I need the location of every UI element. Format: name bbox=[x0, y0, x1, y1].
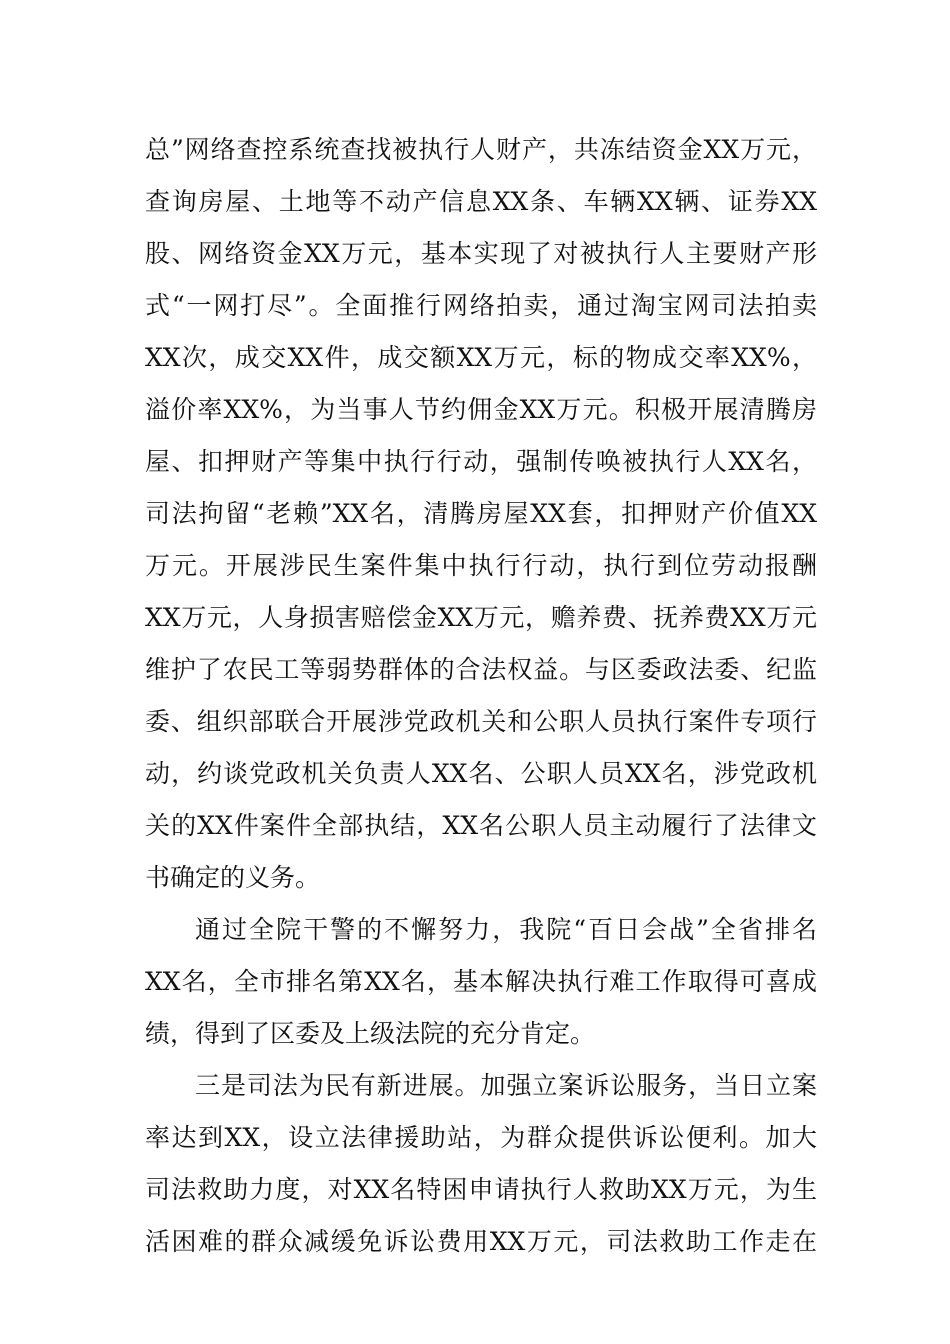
paragraph-3-line-3: 司法救助力度，对XX名特困申请执行人救助XX万元，为生 bbox=[145, 1175, 817, 1204]
paragraph-3-line-4: 活困难的群众减缓免诉讼费用XX万元，司法救助工作走在 bbox=[145, 1227, 817, 1256]
paragraph-2-line-3: 绩，得到了区委及上级法院的充分肯定。 bbox=[145, 1019, 596, 1048]
document-body bbox=[145, 124, 817, 1268]
paragraph-1-line-10: XX万元，人身损害赔偿金XX万元，赡养费、抚养费XX万元 bbox=[145, 603, 817, 632]
paragraph-1-line-13: 动，约谈党政机关负责人XX名、公职人员XX名，涉党政机 bbox=[145, 759, 817, 788]
paragraph-1-line-15: 书确定的义务。 bbox=[145, 863, 321, 892]
paragraph-1-line-4: 式“一网打尽”。全面推行网络拍卖，通过淘宝网司法拍卖 bbox=[145, 291, 817, 320]
paragraph-1-line-14: 关的XX件案件全部执结，XX名公职人员主动履行了法律文 bbox=[145, 811, 817, 840]
paragraph-1-line-7: 屋、扣押财产等集中执行行动，强制传唤被执行人XX名， bbox=[145, 447, 817, 476]
paragraph-1-line-3: 股、网络资金XX万元，基本实现了对被执行人主要财产形 bbox=[145, 239, 817, 268]
paragraph-1-line-8: 司法拘留“老赖”XX名，清腾房屋XX套，扣押财产价值XX bbox=[145, 499, 817, 528]
paragraph-2-line-2: XX名，全市排名第XX名，基本解决执行难工作取得可喜成 bbox=[145, 967, 817, 996]
paragraph-1-line-1: 总”网络查控系统查找被执行人财产，共冻结资金XX万元， bbox=[145, 135, 817, 164]
paragraph-1-line-2: 查询房屋、土地等不动产信息XX条、车辆XX辆、证券XX bbox=[145, 187, 817, 216]
paragraph-1-line-5: XX次，成交XX件，成交额XX万元，标的物成交率XX%， bbox=[145, 343, 817, 372]
paragraph-3-line-2: 率达到XX，设立法律援助站，为群众提供诉讼便利。加大 bbox=[145, 1123, 817, 1152]
paragraph-1-line-12: 委、组织部联合开展涉党政机关和公职人员执行案件专项行 bbox=[145, 707, 817, 736]
paragraph-1-line-6: 溢价率XX%，为当事人节约佣金XX万元。积极开展清腾房 bbox=[145, 395, 817, 424]
paragraph-3-line-1: 三是司法为民有新进展。加强立案诉讼服务，当日立案 bbox=[195, 1071, 817, 1100]
paragraph-1-line-9: 万元。开展涉民生案件集中执行行动，执行到位劳动报酬 bbox=[145, 551, 817, 580]
paragraph-1-line-11: 维护了农民工等弱势群体的合法权益。与区委政法委、纪监 bbox=[145, 655, 817, 684]
paragraph-2-line-1: 通过全院干警的不懈努力，我院“百日会战”全省排名 bbox=[195, 915, 817, 944]
